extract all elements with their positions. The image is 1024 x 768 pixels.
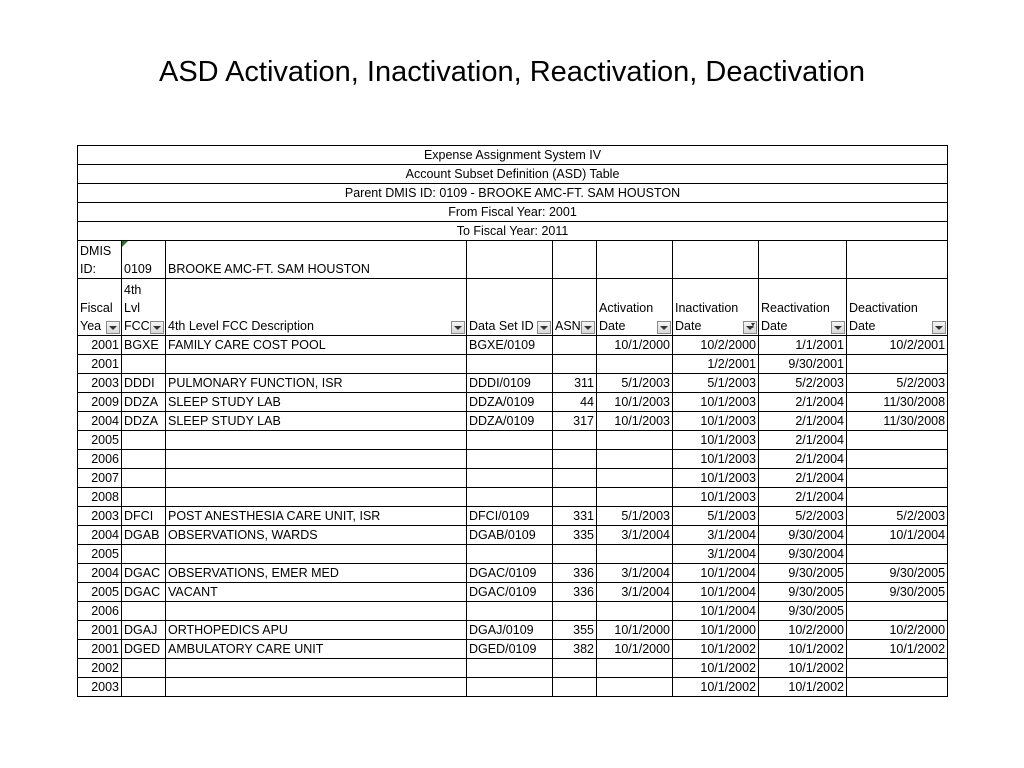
inactivation-date-cell: 10/1/2003: [673, 488, 759, 507]
deactivation-date-cell: [847, 602, 948, 621]
data-set-id-cell: DDDI/0109: [467, 374, 553, 393]
col-deactivation-date: Deactivation Date: [847, 279, 948, 336]
description-cell: [166, 488, 467, 507]
asn-cell: [553, 545, 597, 564]
dmis-row: [78, 241, 948, 279]
description-cell: [166, 659, 467, 678]
fiscal-year-cell: 2005: [78, 545, 122, 564]
data-set-id-cell: DGAC/0109: [467, 583, 553, 602]
activation-date-cell: 5/1/2003: [597, 374, 673, 393]
fcc-cell: DGAC: [122, 564, 166, 583]
data-set-id-cell: DFCI/0109: [467, 507, 553, 526]
asn-cell: 336: [553, 564, 597, 583]
table-row: [78, 374, 948, 393]
fcc-cell: DFCI: [122, 507, 166, 526]
table-row: [78, 545, 948, 564]
inactivation-date-cell: 5/1/2003: [673, 507, 759, 526]
fiscal-year-cell: 2001: [78, 640, 122, 659]
data-set-id-cell: [467, 488, 553, 507]
deactivation-date-cell: [847, 469, 948, 488]
fiscal-year-cell: 2008: [78, 488, 122, 507]
table-row: [78, 602, 948, 621]
deactivation-date-cell: 10/1/2004: [847, 526, 948, 545]
filter-asn-icon[interactable]: [581, 321, 595, 334]
inactivation-date-cell: 10/1/2002: [673, 640, 759, 659]
asn-cell: [553, 469, 597, 488]
reactivation-date-cell: 9/30/2005: [759, 602, 847, 621]
fcc-cell: DDDI: [122, 374, 166, 393]
description-cell: VACANT: [166, 583, 467, 602]
reactivation-date-cell: 9/30/2005: [759, 583, 847, 602]
asn-cell: [553, 431, 597, 450]
col-fiscal-year: Fiscal Yea: [78, 279, 122, 336]
activation-date-cell: 10/1/2003: [597, 393, 673, 412]
deactivation-date-cell: 9/30/2005: [847, 583, 948, 602]
col-activation-date: Activation Date: [597, 279, 673, 336]
col-reactivation-date: Reactivation Date: [759, 279, 847, 336]
description-cell: [166, 602, 467, 621]
fiscal-year-cell: 2005: [78, 431, 122, 450]
fcc-cell: [122, 545, 166, 564]
reactivation-date-cell: 2/1/2004: [759, 393, 847, 412]
data-set-id-cell: DGAJ/0109: [467, 621, 553, 640]
table-row: [78, 393, 948, 412]
asn-cell: 317: [553, 412, 597, 431]
activation-date-cell: [597, 659, 673, 678]
fiscal-year-cell: 2003: [78, 507, 122, 526]
inactivation-date-cell: 10/1/2004: [673, 602, 759, 621]
activation-date-cell: 3/1/2004: [597, 583, 673, 602]
reactivation-date-cell: 2/1/2004: [759, 488, 847, 507]
fcc-cell: DGED: [122, 640, 166, 659]
asn-cell: [553, 336, 597, 355]
asn-cell: 355: [553, 621, 597, 640]
dmis-id: 0109: [124, 262, 152, 276]
deactivation-date-cell: 10/1/2002: [847, 640, 948, 659]
table-row: [78, 488, 948, 507]
filter-fiscal-year-icon[interactable]: [106, 321, 120, 334]
fcc-cell: [122, 488, 166, 507]
fiscal-year-cell: 2006: [78, 602, 122, 621]
reactivation-date-cell: 10/1/2002: [759, 640, 847, 659]
description-cell: PULMONARY FUNCTION, ISR: [166, 374, 467, 393]
reactivation-date-cell: 2/1/2004: [759, 469, 847, 488]
asn-cell: 311: [553, 374, 597, 393]
filter-data-set-id-icon[interactable]: [537, 321, 551, 334]
activation-date-cell: [597, 469, 673, 488]
fcc-cell: [122, 431, 166, 450]
reactivation-date-cell: 5/2/2003: [759, 374, 847, 393]
inactivation-date-cell: 10/1/2003: [673, 431, 759, 450]
fcc-cell: DDZA: [122, 393, 166, 412]
activation-date-cell: 5/1/2003: [597, 507, 673, 526]
dmis-label-2: ID:: [80, 262, 96, 276]
fiscal-year-cell: 2001: [78, 336, 122, 355]
report-to-fy: To Fiscal Year: 2011: [78, 222, 948, 241]
activation-date-cell: 10/1/2000: [597, 336, 673, 355]
asn-cell: 336: [553, 583, 597, 602]
reactivation-date-cell: 9/30/2001: [759, 355, 847, 374]
table-row: [78, 507, 948, 526]
activation-date-cell: [597, 678, 673, 697]
fiscal-year-cell: 2009: [78, 393, 122, 412]
inactivation-date-cell: 3/1/2004: [673, 545, 759, 564]
description-cell: [166, 678, 467, 697]
data-set-id-cell: [467, 355, 553, 374]
fiscal-year-cell: 2007: [78, 469, 122, 488]
activation-date-cell: 3/1/2004: [597, 564, 673, 583]
activation-date-cell: 10/1/2000: [597, 621, 673, 640]
asn-cell: 382: [553, 640, 597, 659]
dmis-name: BROOKE AMC-FT. SAM HOUSTON: [166, 241, 467, 279]
data-set-id-cell: DGED/0109: [467, 640, 553, 659]
inactivation-date-cell: 5/1/2003: [673, 374, 759, 393]
col-data-set-id: Data Set ID: [467, 279, 553, 336]
fcc-cell: [122, 602, 166, 621]
asn-cell: [553, 488, 597, 507]
fiscal-year-cell: 2001: [78, 621, 122, 640]
inactivation-date-cell: 10/1/2000: [673, 621, 759, 640]
fcc-cell: [122, 659, 166, 678]
deactivation-date-cell: 10/2/2001: [847, 336, 948, 355]
description-cell: FAMILY CARE COST POOL: [166, 336, 467, 355]
report-table-title: Account Subset Definition (ASD) Table: [78, 165, 948, 184]
fiscal-year-cell: 2006: [78, 450, 122, 469]
data-set-id-cell: DDZA/0109: [467, 412, 553, 431]
activation-date-cell: [597, 450, 673, 469]
deactivation-date-cell: 11/30/2008: [847, 393, 948, 412]
report-from-fy: From Fiscal Year: 2001: [78, 203, 948, 222]
fcc-cell: [122, 469, 166, 488]
inactivation-date-cell: 10/1/2003: [673, 469, 759, 488]
table-row: [78, 412, 948, 431]
dmis-id-cell: [122, 241, 166, 279]
column-header-row: [78, 279, 948, 336]
data-set-id-cell: [467, 678, 553, 697]
data-set-id-cell: [467, 450, 553, 469]
asn-cell: [553, 355, 597, 374]
description-cell: [166, 469, 467, 488]
deactivation-date-cell: 11/30/2008: [847, 412, 948, 431]
fcc-cell: [122, 355, 166, 374]
fiscal-year-cell: 2004: [78, 526, 122, 545]
fcc-cell: [122, 678, 166, 697]
inactivation-date-cell: 10/1/2003: [673, 412, 759, 431]
data-set-id-cell: [467, 602, 553, 621]
deactivation-date-cell: [847, 355, 948, 374]
activation-date-cell: [597, 355, 673, 374]
fiscal-year-cell: 2003: [78, 374, 122, 393]
filter-deactivation-icon[interactable]: [932, 321, 946, 334]
dmis-label-1: DMIS: [80, 244, 112, 258]
asn-cell: [553, 450, 597, 469]
table-row: [78, 336, 948, 355]
reactivation-date-cell: 9/30/2005: [759, 564, 847, 583]
table-row: [78, 526, 948, 545]
fcc-cell: DGAJ: [122, 621, 166, 640]
inactivation-date-cell: 10/1/2002: [673, 678, 759, 697]
data-set-id-cell: DGAB/0109: [467, 526, 553, 545]
deactivation-date-cell: [847, 488, 948, 507]
inactivation-date-cell: 10/1/2003: [673, 450, 759, 469]
col-fcc: 4th Lvl FCC: [122, 279, 166, 336]
description-cell: [166, 431, 467, 450]
table-row: [78, 355, 948, 374]
deactivation-date-cell: [847, 659, 948, 678]
fiscal-year-cell: 2005: [78, 583, 122, 602]
deactivation-date-cell: 5/2/2003: [847, 507, 948, 526]
reactivation-date-cell: 2/1/2004: [759, 450, 847, 469]
activation-date-cell: 10/1/2000: [597, 640, 673, 659]
col-description: 4th Level FCC Description: [166, 279, 467, 336]
asn-cell: 331: [553, 507, 597, 526]
description-cell: SLEEP STUDY LAB: [166, 412, 467, 431]
description-cell: POST ANESTHESIA CARE UNIT, ISR: [166, 507, 467, 526]
inactivation-date-cell: 1/2/2001: [673, 355, 759, 374]
fcc-cell: BGXE: [122, 336, 166, 355]
inactivation-date-cell: 3/1/2004: [673, 526, 759, 545]
description-cell: [166, 545, 467, 564]
deactivation-date-cell: [847, 431, 948, 450]
fiscal-year-cell: 2001: [78, 355, 122, 374]
data-set-id-cell: BGXE/0109: [467, 336, 553, 355]
activation-date-cell: 10/1/2003: [597, 412, 673, 431]
description-cell: ORTHOPEDICS APU: [166, 621, 467, 640]
inactivation-date-cell: 10/1/2004: [673, 564, 759, 583]
description-cell: SLEEP STUDY LAB: [166, 393, 467, 412]
reactivation-date-cell: 9/30/2004: [759, 526, 847, 545]
table-row: [78, 450, 948, 469]
col-inactivation-date: Inactivation Date: [673, 279, 759, 336]
reactivation-date-cell: 5/2/2003: [759, 507, 847, 526]
slide-title: ASD Activation, Inactivation, Reactivation, Deactivation: [158, 56, 866, 88]
dmis-label-cell: [78, 241, 122, 279]
deactivation-date-cell: 10/2/2000: [847, 621, 948, 640]
activation-date-cell: [597, 545, 673, 564]
data-set-id-cell: [467, 431, 553, 450]
filter-fcc-icon[interactable]: [150, 321, 164, 334]
data-set-id-cell: DDZA/0109: [467, 393, 553, 412]
data-set-id-cell: [467, 659, 553, 678]
deactivation-date-cell: [847, 678, 948, 697]
filter-description-icon[interactable]: [451, 321, 465, 334]
description-cell: OBSERVATIONS, EMER MED: [166, 564, 467, 583]
table-row: [78, 678, 948, 697]
reactivation-date-cell: 1/1/2001: [759, 336, 847, 355]
fiscal-year-cell: 2004: [78, 412, 122, 431]
fiscal-year-cell: 2004: [78, 564, 122, 583]
description-cell: AMBULATORY CARE UNIT: [166, 640, 467, 659]
fiscal-year-cell: 2002: [78, 659, 122, 678]
fcc-cell: DGAB: [122, 526, 166, 545]
inactivation-date-cell: 10/1/2003: [673, 393, 759, 412]
inactivation-date-cell: 10/1/2002: [673, 659, 759, 678]
fcc-cell: [122, 450, 166, 469]
report-system-title: Expense Assignment System IV: [78, 146, 948, 165]
table-row: [78, 659, 948, 678]
table-row: [78, 469, 948, 488]
inactivation-date-cell: 10/2/2000: [673, 336, 759, 355]
deactivation-date-cell: [847, 450, 948, 469]
table-row: [78, 621, 948, 640]
comment-indicator-icon: [122, 241, 128, 247]
data-set-id-cell: DGAC/0109: [467, 564, 553, 583]
reactivation-date-cell: 10/2/2000: [759, 621, 847, 640]
activation-date-cell: [597, 431, 673, 450]
asd-table: [77, 145, 948, 697]
deactivation-date-cell: 9/30/2005: [847, 564, 948, 583]
description-cell: [166, 450, 467, 469]
activation-date-cell: [597, 488, 673, 507]
reactivation-date-cell: 9/30/2004: [759, 545, 847, 564]
deactivation-date-cell: 5/2/2003: [847, 374, 948, 393]
reactivation-date-cell: 10/1/2002: [759, 659, 847, 678]
asn-cell: [553, 678, 597, 697]
data-set-id-cell: [467, 545, 553, 564]
deactivation-date-cell: [847, 545, 948, 564]
reactivation-date-cell: 10/1/2002: [759, 678, 847, 697]
asn-cell: 335: [553, 526, 597, 545]
col-asn: ASN: [553, 279, 597, 336]
activation-date-cell: 3/1/2004: [597, 526, 673, 545]
fiscal-year-cell: 2003: [78, 678, 122, 697]
asn-cell: [553, 659, 597, 678]
table-row: [78, 583, 948, 602]
table-row: [78, 640, 948, 659]
filter-reactivation-icon[interactable]: [831, 321, 845, 334]
fcc-cell: DGAC: [122, 583, 166, 602]
filter-activation-icon[interactable]: [657, 321, 671, 334]
asn-cell: 44: [553, 393, 597, 412]
reactivation-date-cell: 2/1/2004: [759, 412, 847, 431]
fcc-cell: DDZA: [122, 412, 166, 431]
table-row: [78, 431, 948, 450]
description-cell: OBSERVATIONS, WARDS: [166, 526, 467, 545]
table-row: [78, 564, 948, 583]
asn-cell: [553, 602, 597, 621]
description-cell: [166, 355, 467, 374]
report-parent-dmis: Parent DMIS ID: 0109 - BROOKE AMC-FT. SAM HOUSTON: [78, 184, 948, 203]
activation-date-cell: [597, 602, 673, 621]
inactivation-date-cell: 10/1/2004: [673, 583, 759, 602]
reactivation-date-cell: 2/1/2004: [759, 431, 847, 450]
filter-inactivation-active-icon[interactable]: [743, 321, 757, 334]
data-set-id-cell: [467, 469, 553, 488]
